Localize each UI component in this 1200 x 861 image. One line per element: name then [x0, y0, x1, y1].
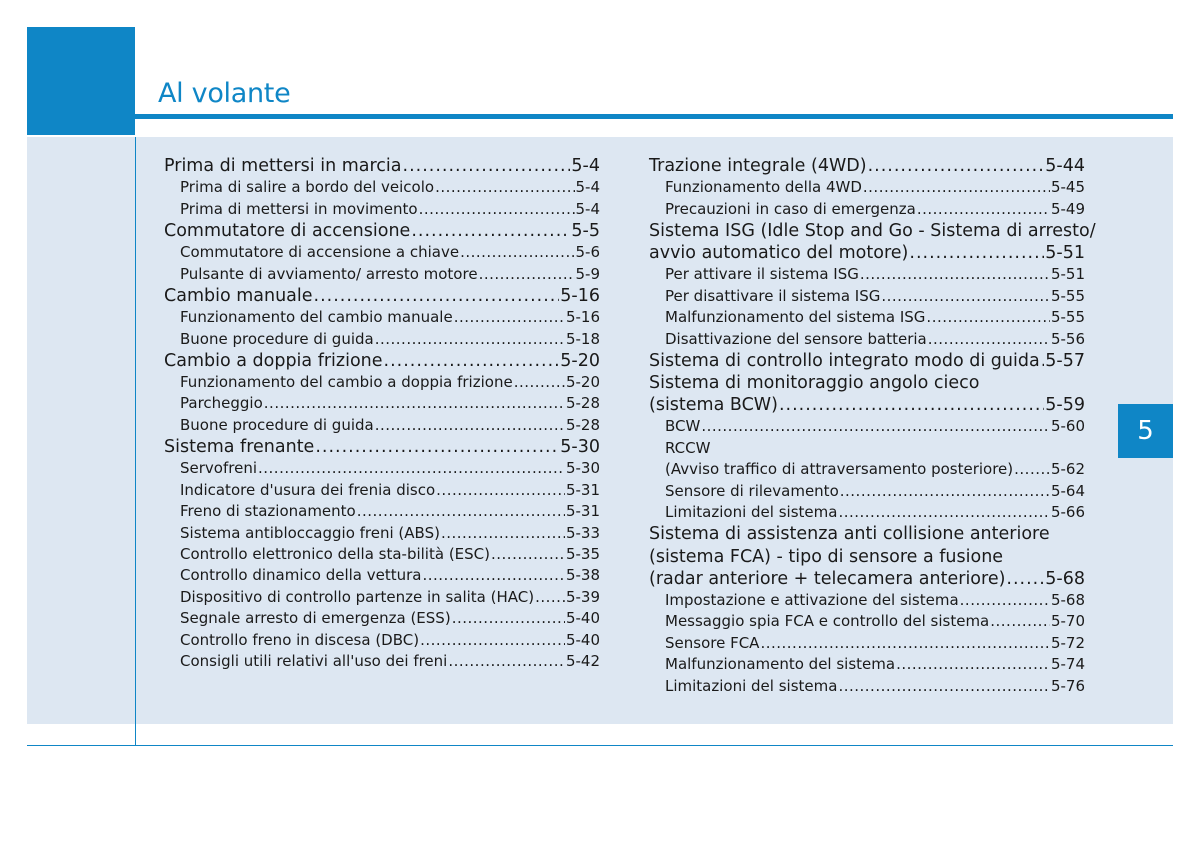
toc-entry-title: Sistema di monitoraggio angolo cieco: [649, 373, 980, 394]
toc-entry-sub[interactable]: [164, 565, 600, 586]
toc-entry-title: RCCW: [665, 438, 711, 457]
toc-leader-dots: [422, 565, 564, 586]
toc-entry-page: 5-72: [1050, 633, 1085, 652]
toc-entry-main[interactable]: [164, 155, 600, 177]
toc-entry-title: Freno di stazionamento: [180, 502, 356, 521]
toc-entry-title: Malfunzionamento del sistema ISG: [665, 308, 926, 327]
toc-entry-page: 5-44: [1045, 156, 1085, 176]
toc-entry-title: Buone procedure di guida: [180, 329, 374, 348]
toc-entry-page: 5-18: [565, 329, 600, 348]
toc-entry-title: Funzionamento del cambio a doppia frizione: [180, 373, 513, 392]
toc-entry-sub[interactable]: [164, 177, 600, 198]
toc-leader-dots: [1041, 350, 1045, 372]
toc-entry-page: 5-57: [1045, 350, 1085, 371]
toc-entry-page: 5-4: [575, 199, 600, 218]
toc-entry-title: Consigli utili relativi all'uso dei freni: [180, 651, 448, 670]
toc-entry-sub[interactable]: [649, 481, 1085, 502]
toc-leader-dots: [926, 307, 1050, 328]
toc-entry-page: 5-4: [575, 178, 600, 197]
toc-leader-dots: [840, 481, 1050, 502]
toc-leader-dots: [375, 329, 565, 350]
toc-leader-dots: [838, 502, 1050, 523]
toc-entry-title: Dispositivo di controllo partenze in salita (HAC): [180, 587, 535, 606]
toc-entry-page: 5-31: [565, 502, 600, 521]
toc-entry-page: 5-68: [1045, 568, 1085, 589]
toc-entry-title: Servofreni: [180, 459, 257, 478]
toc-entry-title: Buone procedure di guida: [180, 415, 374, 434]
toc-entry-page: 5-28: [565, 394, 600, 413]
margin-rule: [135, 137, 136, 746]
toc-entry-main[interactable]: [164, 350, 600, 372]
toc-entry-sub[interactable]: [164, 458, 600, 479]
toc-leader-dots: [357, 501, 565, 522]
toc-entry-page: 5-55: [1050, 308, 1085, 327]
toc-entry-title: Funzionamento della 4WD: [665, 178, 862, 197]
toc-entry-page: 5-40: [565, 609, 600, 628]
toc-entry-title: Sensore FCA: [665, 633, 760, 652]
toc-entry-title: Sistema ISG (Idle Stop and Go - Sistema di arresto/: [649, 220, 1096, 241]
toc-entry-title: Prima di mettersi in movimento: [180, 199, 418, 218]
toc-leader-dots: [264, 393, 565, 414]
toc-leader-dots: [454, 307, 565, 328]
toc-leader-dots: [917, 199, 1050, 220]
toc-entry-title: Sistema frenante: [164, 437, 315, 458]
toc-entry-title: Messaggio spia FCA e controllo del sistema: [665, 612, 990, 631]
toc-entry-main[interactable]: [649, 220, 1096, 242]
toc-entry-title: Commutatore di accensione a chiave: [180, 243, 460, 262]
toc-entry-page: 5-28: [565, 415, 600, 434]
toc-leader-dots: [868, 155, 1045, 177]
toc-entry-main[interactable]: [649, 372, 1085, 394]
toc-entry-page: 5-68: [1050, 590, 1085, 609]
toc-leader-dots: [314, 285, 560, 307]
toc-leader-dots: [514, 372, 565, 393]
toc-entry-sub[interactable]: [164, 544, 600, 565]
toc-entry-sub[interactable]: [164, 199, 600, 220]
toc-entry-sub[interactable]: [649, 438, 1085, 459]
toc-leader-dots: [448, 651, 565, 672]
toc-entry-title: Per attivare il sistema ISG: [665, 265, 859, 284]
footer-rule: [27, 745, 1173, 746]
toc-entry-sub[interactable]: [164, 501, 600, 522]
toc-entry-title: Prima di mettersi in marcia: [164, 156, 402, 176]
toc-entry-page: 5-76: [1050, 676, 1085, 695]
toc-entry-title: Controllo freno in discesa (DBC): [180, 630, 420, 649]
toc-entry-title: Commutatore di accensione: [164, 220, 411, 241]
toc-entry-title: (radar anteriore + telecamera anteriore): [649, 568, 1006, 589]
toc-entry-sub[interactable]: [649, 590, 1085, 611]
toc-entry-title: Funzionamento del cambio manuale: [180, 308, 453, 327]
toc-entry-title: (sistema FCA) - tipo di sensore a fusione: [649, 546, 1004, 567]
toc-entry-main[interactable]: [649, 523, 1085, 545]
toc-leader-dots: [491, 544, 565, 565]
toc-entry-title: Disattivazione del sensore batteria: [665, 329, 927, 348]
toc-entry-sub[interactable]: [164, 415, 600, 436]
toc-entry-page: 5-16: [560, 285, 600, 306]
toc-entry-page: 5-4: [571, 156, 600, 176]
toc-entry-title: Controllo elettronico della sta-bilità (ESC): [180, 545, 490, 564]
toc-entry-page: 5-59: [1045, 395, 1085, 416]
toc-leader-dots: [990, 611, 1050, 632]
toc-entry-page: 5-51: [1045, 243, 1085, 264]
toc-entry-title: Indicatore d'usura dei frenia disco: [180, 480, 436, 499]
toc-entry-title: avvio automatico del motore): [649, 243, 909, 264]
toc-entry-page: 5-30: [565, 459, 600, 478]
toc-column-right: [649, 155, 1096, 697]
toc-entry-page: 5-35: [565, 545, 600, 564]
toc-entry-title: Sistema di controllo integrato modo di guida: [649, 350, 1040, 371]
toc-entry-sub[interactable]: [649, 633, 1085, 654]
toc-entry-sub[interactable]: [649, 611, 1085, 632]
toc-leader-dots: [881, 286, 1050, 307]
toc-entry-title: BCW: [665, 417, 701, 436]
toc-entry-title: Cambio manuale: [164, 285, 313, 306]
toc-entry-title: Controllo dinamico della vettura: [180, 566, 422, 585]
toc-entry-sub[interactable]: [164, 480, 600, 501]
toc-entry-sub[interactable]: [649, 199, 1085, 220]
toc-entry-page: 5-20: [560, 350, 600, 371]
toc-entry-title: Pulsante di avviamento/ arresto motore: [180, 264, 478, 283]
toc-entry-title: Parcheggio: [180, 394, 263, 413]
toc-leader-dots: [384, 350, 560, 372]
toc-entry-main[interactable]: [164, 220, 600, 242]
toc-entry-title: (Avviso traffico di attraversamento posteriore): [665, 460, 1014, 479]
toc-leader-dots: [896, 654, 1050, 675]
toc-entry-title: Malfunzionamento del sistema: [665, 655, 896, 674]
toc-entry-sub[interactable]: [649, 502, 1085, 523]
toc-entry-sub[interactable]: [164, 587, 600, 608]
toc-entry-page: 5-66: [1050, 503, 1085, 522]
toc-entry-main[interactable]: [164, 436, 600, 458]
toc-entry-sub[interactable]: [649, 459, 1085, 480]
toc-entry-page: 5-55: [1050, 286, 1085, 305]
header-color-block: [27, 27, 135, 135]
toc-entry-sub[interactable]: [164, 329, 600, 350]
toc-leader-dots: [420, 630, 565, 651]
toc-entry-sub[interactable]: [164, 264, 600, 285]
toc-entry-title: Limitazioni del sistema: [665, 503, 838, 522]
toc-entry-title: Sistema di assistenza anti collisione anteriore: [649, 524, 1050, 545]
toc-entry-page: 5-56: [1050, 329, 1085, 348]
toc-entry-page: 5-64: [1050, 481, 1085, 500]
toc-leader-dots: [909, 242, 1044, 264]
toc-entry-sub[interactable]: [649, 654, 1085, 675]
toc-entry-sub[interactable]: [649, 264, 1085, 285]
toc-entry-page: 5-51: [1050, 265, 1085, 284]
toc-entry-title: Trazione integrale (4WD): [649, 156, 867, 176]
toc-leader-dots: [863, 177, 1050, 198]
toc-leader-dots: [1014, 459, 1050, 480]
toc-entry-sub[interactable]: [649, 676, 1085, 697]
toc-entry-page: 5-31: [565, 480, 600, 499]
toc-leader-dots: [258, 458, 565, 479]
toc-entry-sub[interactable]: [164, 523, 600, 544]
toc-entry-title: Limitazioni del sistema: [665, 676, 838, 695]
toc-leader-dots: [411, 220, 570, 242]
toc-leader-dots: [435, 177, 574, 198]
toc-leader-dots: [375, 415, 565, 436]
toc-entry-sub[interactable]: [649, 329, 1085, 350]
toc-entry-title: Cambio a doppia frizione: [164, 350, 383, 371]
toc-leader-dots: [419, 199, 575, 220]
toc-entry-main[interactable]: [649, 568, 1085, 590]
toc-entry-page: 5-38: [565, 566, 600, 585]
toc-leader-dots: [779, 394, 1044, 416]
toc-entry-page: 5-40: [565, 630, 600, 649]
toc-leader-dots: [1006, 568, 1044, 590]
toc-entry-page: 5-42: [565, 651, 600, 670]
toc-entry-main[interactable]: [649, 350, 1085, 372]
toc-leader-dots: [452, 608, 565, 629]
toc-entry-sub[interactable]: [649, 286, 1085, 307]
toc-entry-page: 5-20: [565, 373, 600, 392]
toc-leader-dots: [760, 633, 1050, 654]
toc-entry-sub[interactable]: [164, 242, 600, 263]
toc-leader-dots: [441, 523, 565, 544]
toc-leader-dots: [838, 676, 1050, 697]
header-rule: [135, 114, 1173, 119]
toc-entry-page: 5-74: [1050, 655, 1085, 674]
toc-entry-page: 5-45: [1050, 178, 1085, 197]
toc-entry-title: Sensore di rilevamento: [665, 481, 839, 500]
chapter-tab[interactable]: 5: [1118, 404, 1173, 458]
toc-leader-dots: [928, 329, 1050, 350]
toc-entry-title: (sistema BCW): [649, 395, 778, 416]
toc-entry-page: 5-30: [560, 437, 600, 458]
toc-entry-page: 5-49: [1050, 199, 1085, 218]
toc-leader-dots: [436, 480, 565, 501]
toc-entry-page: 5-62: [1050, 460, 1085, 479]
toc-entry-main[interactable]: [649, 546, 1085, 568]
toc-leader-dots: [460, 242, 574, 263]
toc-leader-dots: [403, 155, 571, 177]
toc-column-left: [164, 155, 600, 672]
toc-entry-page: 5-9: [575, 264, 600, 283]
toc-leader-dots: [315, 436, 559, 458]
toc-entry-sub[interactable]: [649, 416, 1085, 437]
toc-entry-title: Sistema antibloccaggio freni (ABS): [180, 523, 440, 542]
toc-entry-page: 5-60: [1050, 417, 1085, 436]
toc-entry-page: 5-6: [575, 243, 600, 262]
toc-entry-title: Segnale arresto di emergenza (ESS): [180, 609, 451, 628]
toc-entry-main[interactable]: [649, 242, 1085, 264]
toc-entry-sub[interactable]: [164, 307, 600, 328]
toc-leader-dots: [860, 264, 1050, 285]
toc-entry-sub[interactable]: [164, 651, 600, 672]
toc-entry-page: 5-16: [565, 308, 600, 327]
toc-entry-sub[interactable]: [164, 372, 600, 393]
toc-leader-dots: [535, 587, 565, 608]
toc-entry-sub[interactable]: [649, 307, 1085, 328]
toc-entry-main[interactable]: [649, 155, 1085, 177]
toc-entry-title: Impostazione e attivazione del sistema: [665, 590, 959, 609]
toc-entry-main[interactable]: [164, 285, 600, 307]
toc-entry-sub[interactable]: [164, 608, 600, 629]
toc-leader-dots: [701, 416, 1050, 437]
toc-entry-title: Precauzioni in caso di emergenza: [665, 199, 916, 218]
toc-entry-main[interactable]: [649, 394, 1085, 416]
page-title: Al volante: [158, 78, 291, 109]
toc-entry-sub[interactable]: [164, 393, 600, 414]
toc-entry-page: 5-33: [565, 523, 600, 542]
toc-entry-sub[interactable]: [649, 177, 1085, 198]
toc-entry-sub[interactable]: [164, 630, 600, 651]
toc-entry-title: Prima di salire a bordo del veicolo: [180, 178, 435, 197]
toc-leader-dots: [479, 264, 575, 285]
toc-entry-title: Per disattivare il sistema ISG: [665, 286, 881, 305]
toc-entry-page: 5-70: [1050, 612, 1085, 631]
toc-entry-page: 5-39: [565, 587, 600, 606]
toc-leader-dots: [960, 590, 1050, 611]
toc-entry-page: 5-5: [571, 220, 600, 241]
